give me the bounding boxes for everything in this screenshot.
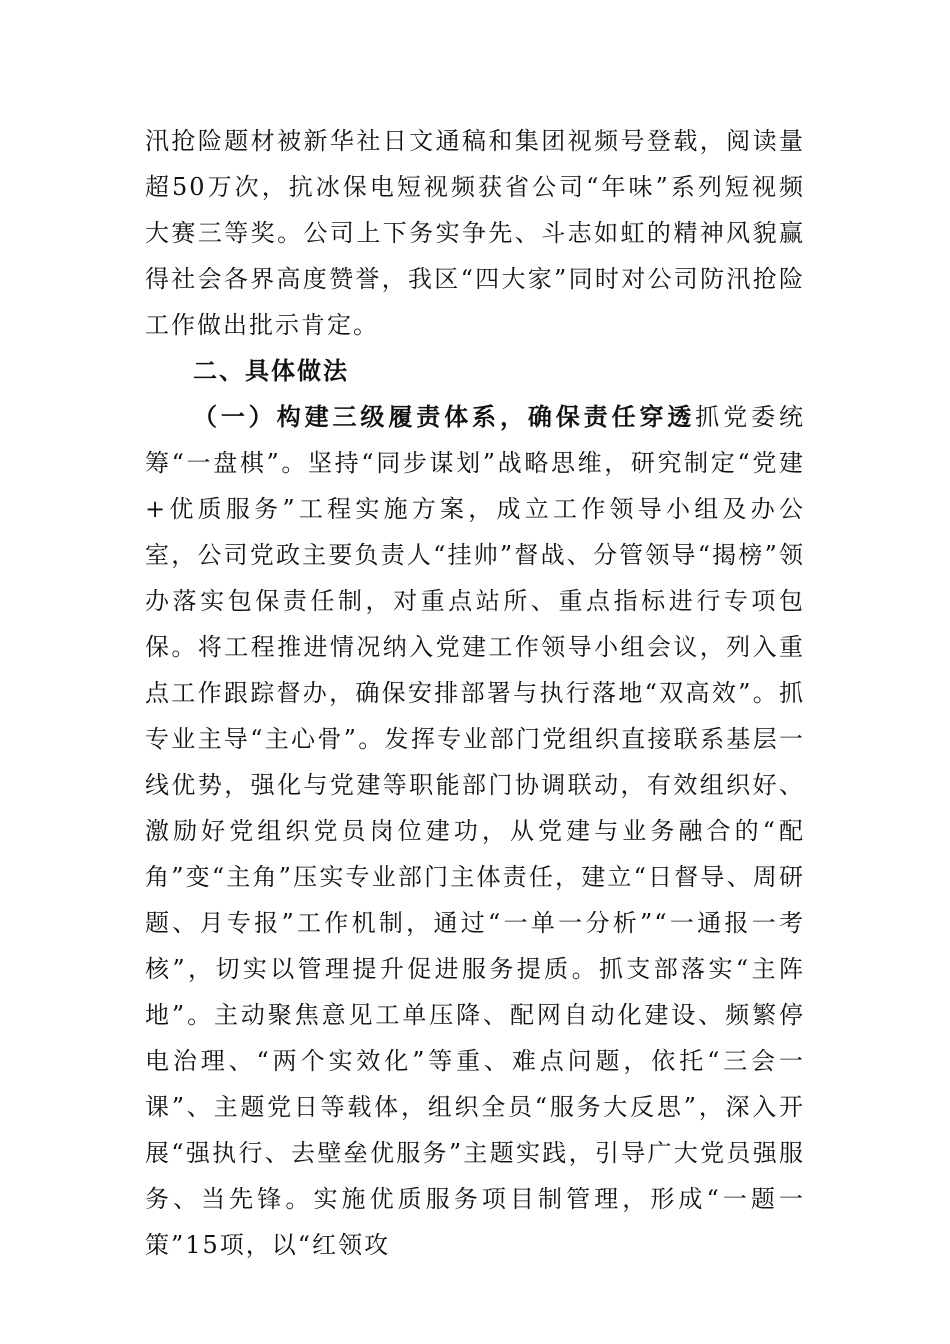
paragraph-achievements: 汛抢险题材被新华社日文通稿和集团视频号登载，阅读量超50万次，抗冰保电短视频获省公司“年味”系列短视频大赛三等奖。公司上下务实争先、斗志如虹的精神风貌赢得社会各界高度赞誉，我区“四大家”同时对公司防汛抢险工作做出批示肯定。 bbox=[145, 127, 805, 339]
section-heading: 二、具体做法 bbox=[193, 357, 349, 385]
paragraph-responsibility-system bbox=[145, 394, 805, 1268]
paragraph-responsibility-body: 抓党委统筹“一盘棋”。坚持“同步谋划”战略思维，研究制定“党建+优质服务”工程实施方案，成立工作领导小组及办公室，公司党政主要负责人“挂帅”督战、分管领导“揭榜”领办落实包保责任制，对重点站所、重点指标进行专项包保。将工程推进情况纳入党建工作领导小组会议，列入重点工作跟踪督办，确保安排部署与执行落地“双高效”。抓专业主导“主心骨”。发挥专业部门党组织直接联系基层一线优势，强化与党建等职能部门协调联动，有效组织好、激励好党组织党员岗位建功，从党建与业务融合的“配角”变“主角”压实专业部门主体责任，建立“日督导、周研题、月专报”工作机制，通过“一单一分析”“一通报一考核”，切实以管理提升促进服务提质。抓支部落实“主阵地”。主动聚焦意见工单压降、配网自动化建设、频繁停电治理、“两个实效化”等重、难点问题，依托“三会一课”、主题党日等载体，组织全员“服务大反思”，深入开展“强执行、去壁垒优服务”主题实践，引导广大党员强服务、当先锋。实施优质服务项目制管理，形成“一题一策”15项，以“红领攻 bbox=[145, 403, 806, 1259]
subsection-heading: （一）构建三级履责体系，确保责任穿透 bbox=[193, 403, 696, 431]
document-body bbox=[145, 118, 805, 1268]
